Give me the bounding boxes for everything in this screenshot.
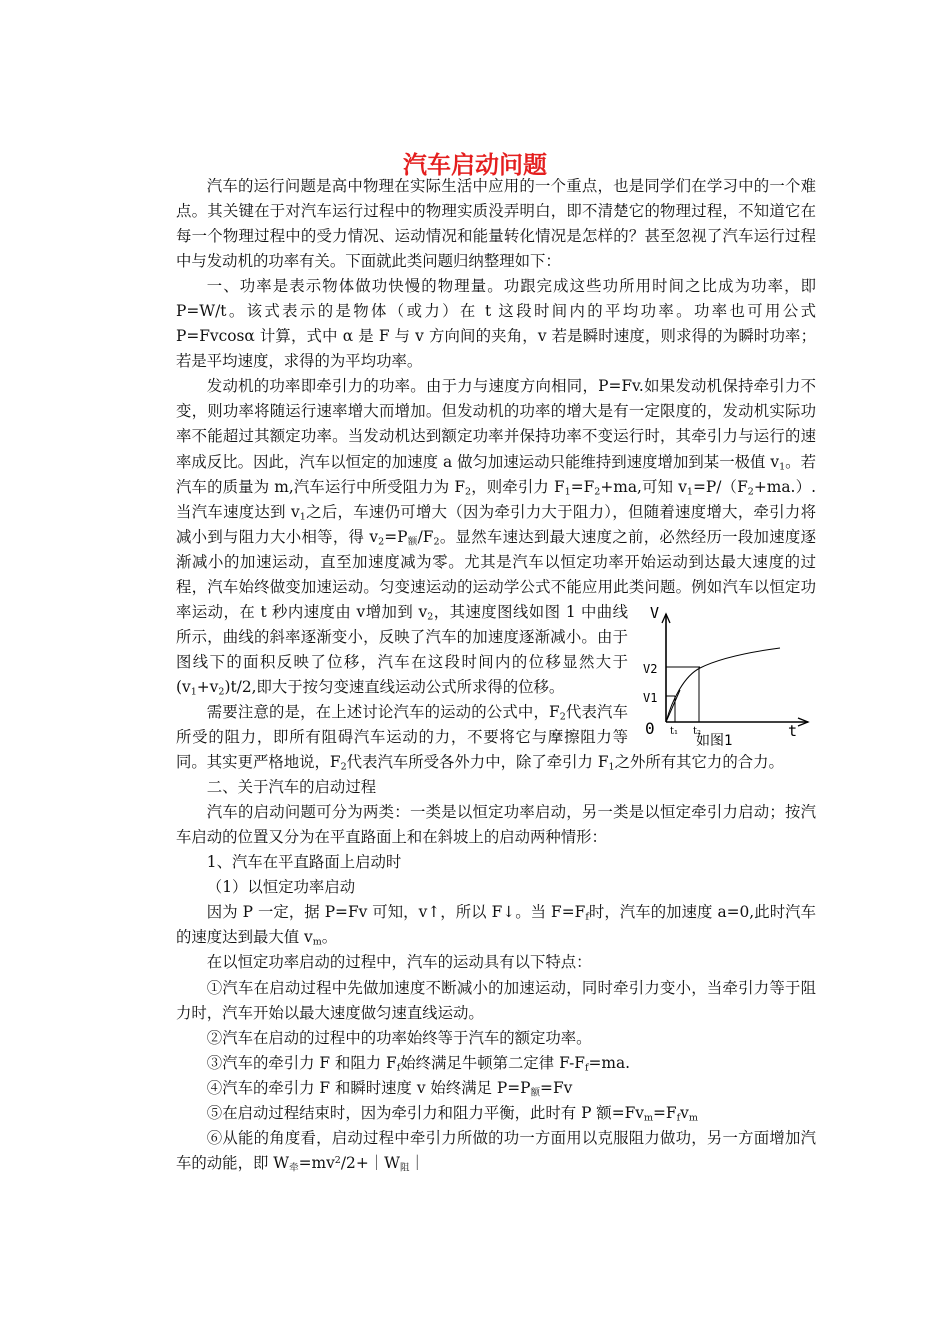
paragraph-startup-types: 汽车的启动问题可分为两类：一类是以恒定功率启动，另一类是以恒定牵引力启动；按汽车启动的位置又分为在平直路面上和在斜坡上的启动两种情形： (176, 803, 816, 847)
t1-label: t₁ (670, 725, 679, 737)
feature-item-5: ⑤在启动过程结束时，因为牵引力和阻力平衡，此时有 P 额$=Fv_m=F_fv_m$ (206, 1103, 698, 1124)
t2-label: t₂ (693, 725, 702, 737)
feature-item-3: ③汽车的牵引力 F 和阻力 $F_f$始终满足牛顿第二定律 $F-F_f=ma$. (206, 1053, 631, 1074)
initial-tangent (666, 690, 680, 722)
paragraph-intro: 汽车的运行问题是高中物理在实际生活中应用的一个重点，也是同学们在学习中的一个难点。其关键在于对汽车运行过程中的物理实质没弄明白，即不清楚它的物理过程，不知道它在每一个物理过程中的受力情况、运动情况和能量转化情况是怎样的？甚至忽视了汽车运行过程中与发动机的功率有关。下面就此类问题归纳整理如下： (176, 177, 816, 271)
section-heading-startup: 二、关于汽车的启动过程 (206, 778, 377, 797)
page-title: 汽车启动问题 (403, 151, 547, 180)
paragraph-constant-power-reasoning: 因为 P 一定，据 P=Fv 可知，v↑，所以 F↓。当 $F=F_f$时，汽车的加速度 a=0,此时汽车的速度达到最大值 $v_m$。 (176, 903, 816, 948)
feature-item-4: ④汽车的牵引力 F 和瞬时速度 v 始终满足 $P=P_额=Fv$ (206, 1078, 573, 1099)
origin-label: 0 (645, 718, 655, 738)
feature-item-2: ②汽车在启动的过程中的功率始终等于汽车的额定功率。 (206, 1028, 592, 1047)
subheading-constant-power: （1）以恒定功率启动 (206, 878, 356, 897)
paragraph-resistance-note: 需要注意的是，在上述讨论汽车的运动的公式中，$F_2$代表汽车所受的阻力，即所有阻碍汽车运动的力，不要将它与摩擦阻力等同。其实更严格地说，$F_2$代表汽车所受各外力中，除了牵引力 $F_1$之外所有其它力的合力。 (176, 702, 784, 773)
feature-item-1: ①汽车在启动过程中先做加速度不断减小的加速运动，同时牵引力变小，当牵引力等于阻力时，汽车开始以最大速度做匀速直线运动。 (176, 978, 816, 1022)
velocity-curve (666, 648, 780, 722)
paragraph-power-definition: 一、功率是表示物体做功快慢的物理量。功跟完成这些功所用时间之比成为功率，即 P=W/t。该式表示的是物体（或力）在 t 这段时间内的平均功率。功率也可用公式 P=Fvcosα 计算，式中 α 是 F 与 v 方向间的夹角，v 若是瞬时速度，则求得的为瞬时功率；若是平均速度，求得的为平均功率。 (176, 277, 816, 371)
velocity-time-graph (640, 604, 818, 746)
x-axis-label: t (788, 721, 798, 740)
figure-caption: 如图1 (696, 732, 733, 746)
paragraph-engine-power: 发动机的功率即牵引力的功率。由于力与速度方向相同，P=Fv.如果发动机保持牵引力不变，则功率将随运行速率增大而增加。但发动机的功率的增大是有一定限度的，发动机实际功率不能超过其额定功率。当发动机达到额定功率并保持功率不变运行时，其牵引力与运行的速率成反比。因此，汽车以恒定的加速度 a 做匀加速运动只能维持到速度增加到某一极值 $v_1$。若汽车的质量为 m,汽车运行中所受阻力为 $F_2$，则牵引力 $F_1=F_2+ma$,可知 $v_1=P/(F_2+ma.)$.当汽车速度达到 $v_1$之后，车速仍可增大（因为牵引力大于阻力），但随着速度增大，牵引力将减小到与阻力大小相等，得 $v_2=P_额/F_2$。显然车速达到最大速度之前，必然经历一段加速度逐渐减小的加速运动，直至加速度减为零。尤其是汽车以恒定功率开始运动到达最大速度的过程，汽车始终做变加速运动。匀变速运动的运动学公式不能应用此类问题。例如汽车以恒定功率运动，在 t 秒内速度由 v V V2 V1 0 t₁ t₂ t 如图1 增加到 $v_2$，其速度图线如图 1 中曲线所示，曲线的斜率逐渐变小，反映了汽车的加速度逐渐减小。由于图线下的面积反映了位移，汽车在这段时间内的位移显然大于$(v_1+v_2)t/2$,即大于按匀变速直线运动公式所求得的位移。 (176, 374, 816, 700)
velocity-time-figure (640, 604, 818, 746)
document-body (176, 174, 816, 1176)
feature-item-6: ⑥从能的角度看，启动过程中牵引力所做的功一方面用以克服阻力做功，另一方面增加汽车的动能，即 $W_牵=mv^2/2+|W_阻|$ (176, 1128, 816, 1174)
v1-label: V1 (643, 690, 658, 705)
paragraph-features-intro: 在以恒定功率启动的过程中，汽车的运动具有以下特点： (206, 953, 592, 972)
v2-label: V2 (643, 661, 658, 676)
y-axis-label: V (650, 603, 660, 622)
subheading-flat-road: 1、汽车在平直路面上启动时 (206, 853, 402, 872)
